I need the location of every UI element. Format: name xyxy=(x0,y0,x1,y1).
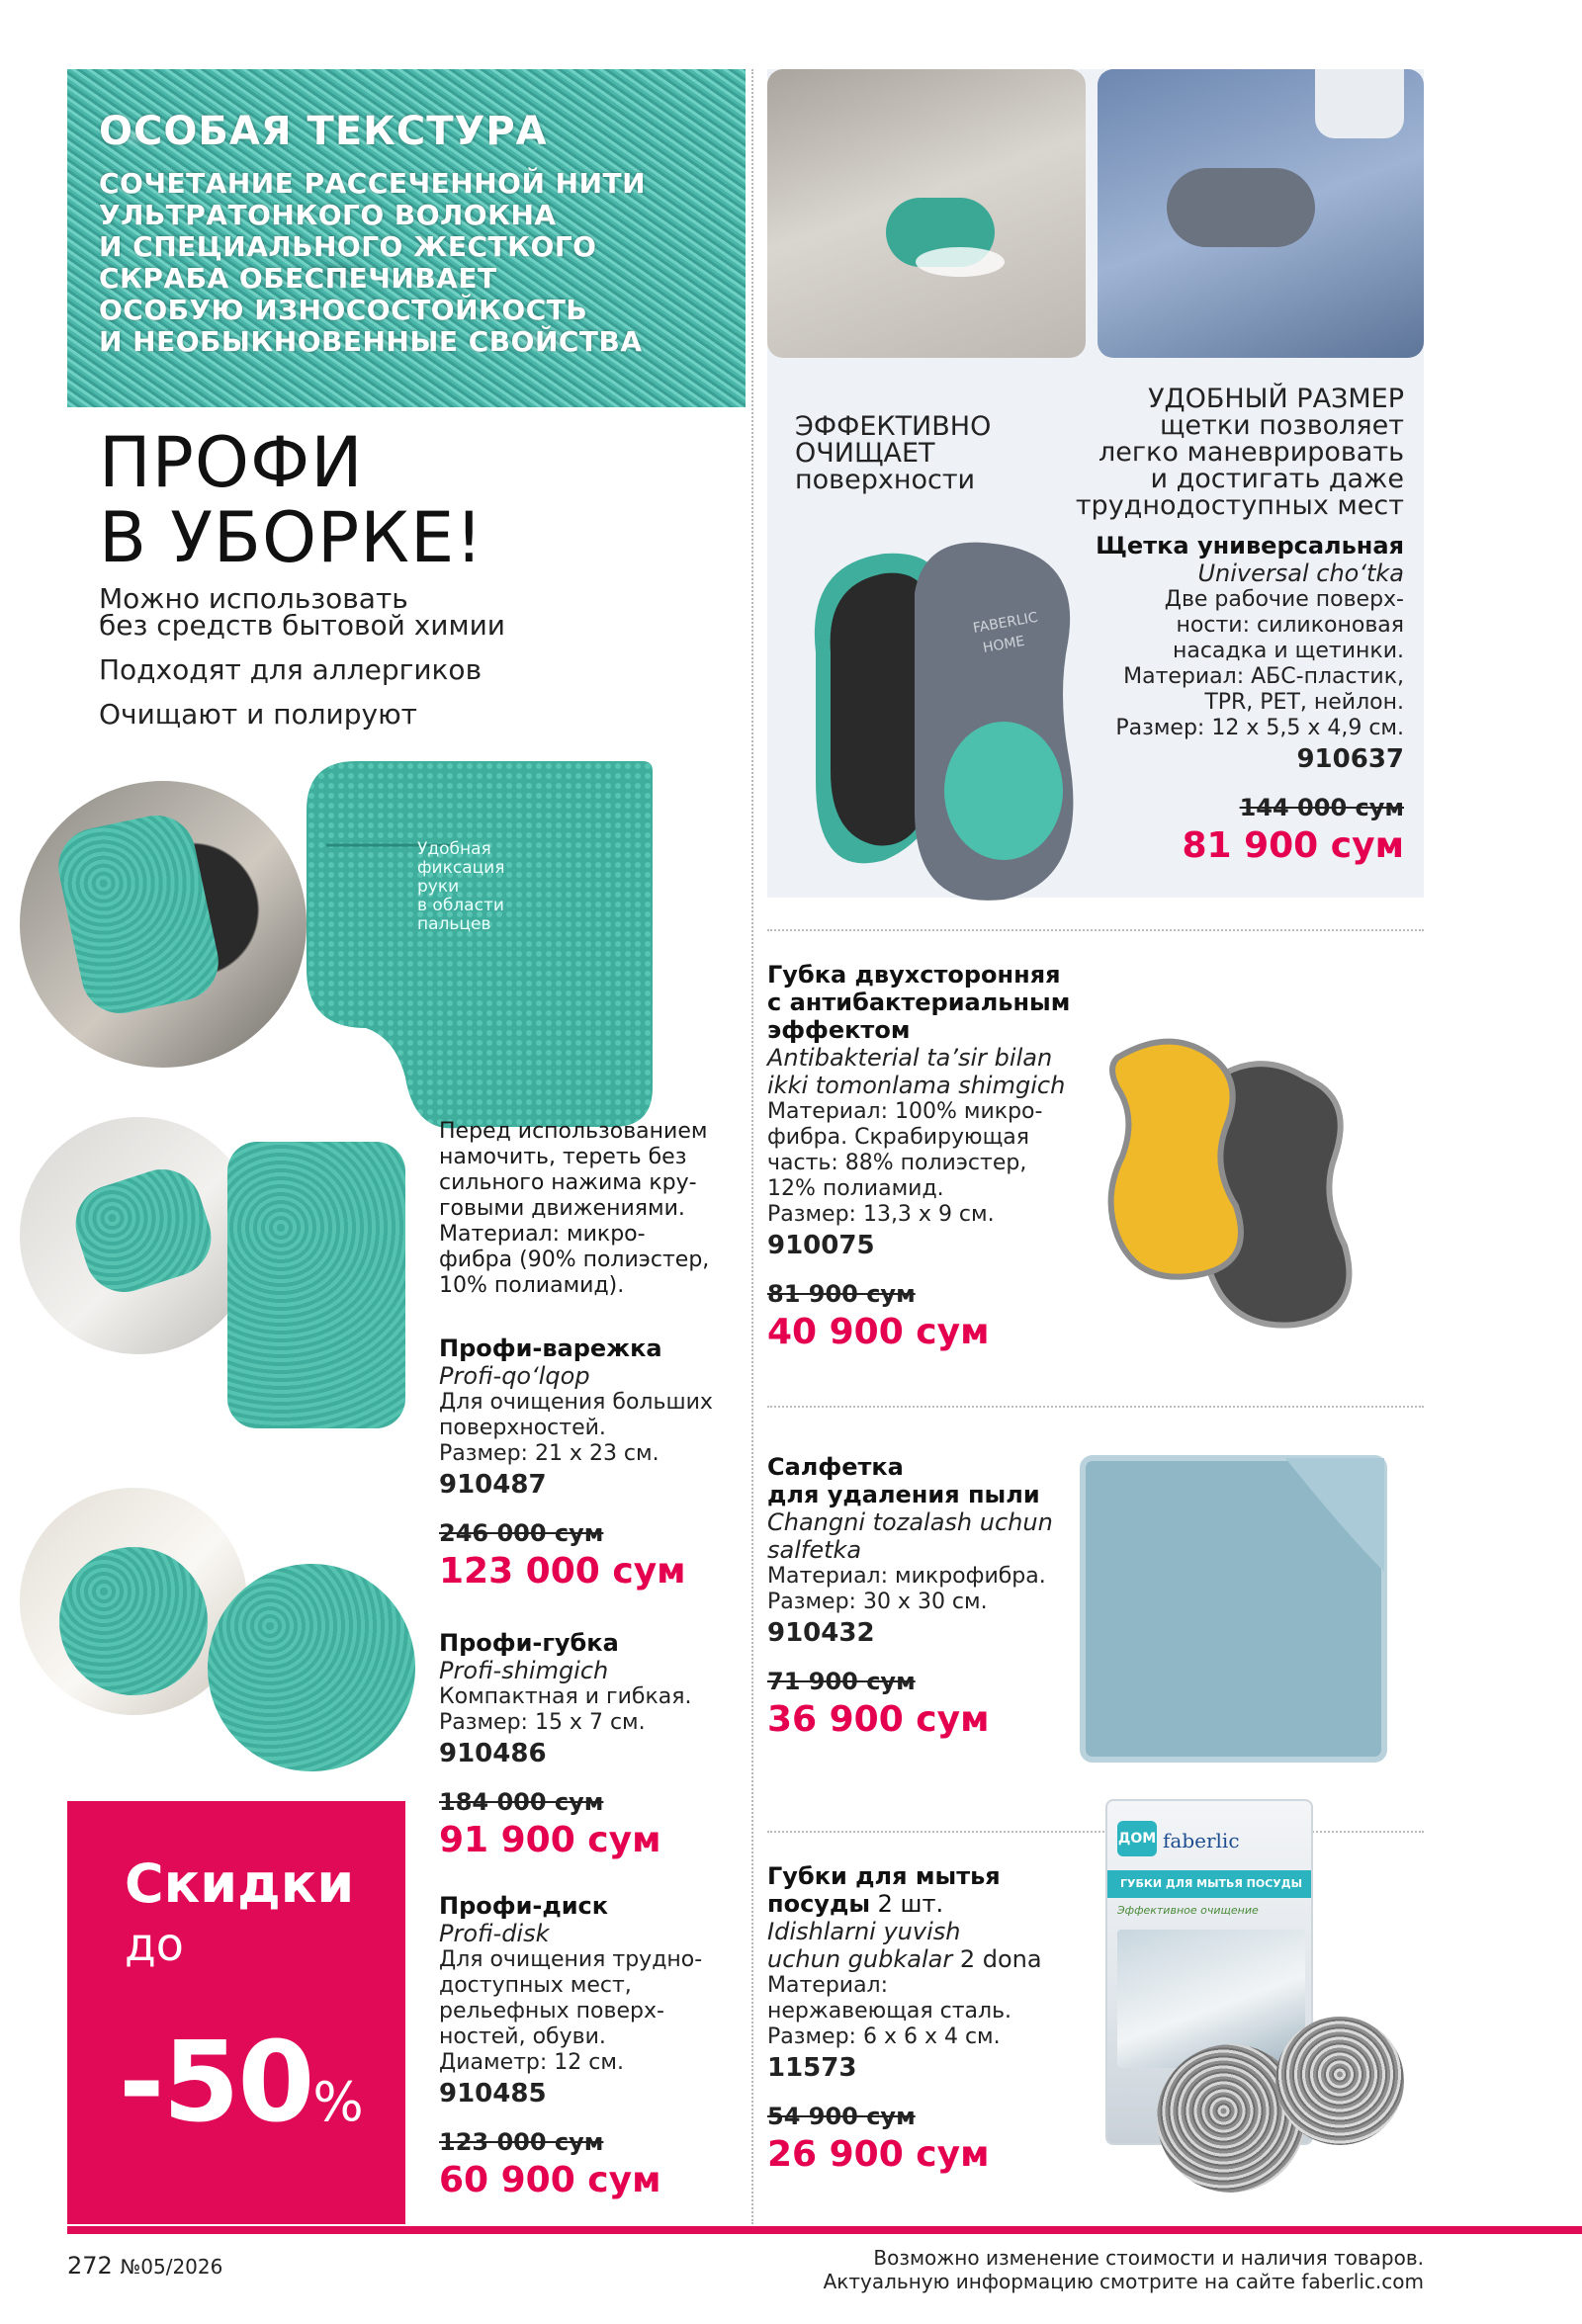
benefit-item: Подходят для аллергиков xyxy=(99,653,483,686)
mitt-callout: Удобная фиксация руки в области пальцев xyxy=(417,839,505,934)
product-code: 11573 xyxy=(767,2053,857,2083)
brush-caption-right xyxy=(1076,386,1404,519)
product-name-suffix: 2 шт. xyxy=(870,1890,944,1918)
old-price: 54 900 сум xyxy=(767,2103,916,2130)
package-badge: ДОМ xyxy=(1117,1821,1157,1856)
steel-scrubber-2 xyxy=(1275,2017,1404,2145)
old-price: 246 000 сум xyxy=(439,1519,604,1547)
svg-text:FABERLIC: FABERLIC xyxy=(971,609,1039,637)
universal-brush-image xyxy=(796,534,1098,909)
product-description: Две рабочие поверх- ности: силиконовая насадка и щетинки. Материал: АБС-пластик, TPR, PET, нейлон. Размер: 12 х 5,5 х 4,9 см. xyxy=(1115,587,1404,740)
product-code: 910485 xyxy=(439,2079,547,2109)
product-profi-disc xyxy=(439,1892,746,2202)
section-divider xyxy=(767,1831,1424,1833)
product-dust-cloth xyxy=(767,1453,1094,1742)
old-price: 123 000 сум xyxy=(439,2128,604,2156)
antibacterial-sponge-image xyxy=(1088,1018,1414,1344)
old-price: 81 900 сум xyxy=(767,1280,916,1308)
page-title: ПРОФИ В УБОРКЕ! xyxy=(99,422,484,578)
product-universal-brush xyxy=(1078,532,1404,868)
usage-note: Перед использованием намочить, тереть без сильного нажима кру- говыми движениями. Материал: микро- фибра (90% полиэстер, 10% полиамид). xyxy=(439,1119,710,1298)
package-title: ГУБКИ ДЛЯ МЫТЬЯ ПОСУДЫ xyxy=(1107,1870,1313,1898)
mitt-usage-photo xyxy=(20,781,307,1068)
new-price: 91 900 сум xyxy=(439,1820,661,1860)
product-latin-name: Profi-shimgich xyxy=(439,1657,609,1684)
product-description: Материал: нержавеющая сталь. Размер: 6 х 6 х 4 см. xyxy=(767,1973,1012,2049)
product-name: Профи-губка xyxy=(439,1629,619,1657)
svg-text:HOME: HOME xyxy=(981,633,1026,656)
product-name: Салфетка для удаления пыли xyxy=(767,1453,1040,1508)
brush-on-sofa-photo xyxy=(767,69,1086,358)
product-name xyxy=(767,1862,1094,1918)
discount-line2: до xyxy=(125,1918,184,1971)
product-name-main: Губки для мытья посуды xyxy=(767,1862,1001,1918)
product-latin-main: Idishlarni yuvish uchun gubkalar xyxy=(767,1918,961,1973)
new-price: 26 900 сум xyxy=(767,2134,990,2175)
benefit-item: Очищают и полируют xyxy=(99,698,417,731)
brush-on-shirt-photo xyxy=(1098,69,1424,358)
product-description: Материал: микрофибра. Размер: 30 х 30 см. xyxy=(767,1564,1046,1614)
product-description: Для очищения трудно- доступных мест, рельефных поверх- ностей, обуви. Диаметр: 12 см. xyxy=(439,1947,703,2075)
new-price: 36 900 сум xyxy=(767,1699,990,1740)
product-latin-name: Changni tozalash uchun salfetka xyxy=(767,1508,1053,1564)
product-name: Щетка универсальная xyxy=(1096,532,1404,559)
product-name: Профи-диск xyxy=(439,1892,609,1920)
product-latin-name: Universal cho‘tka xyxy=(1197,559,1404,587)
brush-caption-left: ЭФФЕКТИВНО ОЧИЩАЕТ поверхности xyxy=(795,411,992,495)
dust-cloth-image xyxy=(1078,1453,1394,1769)
product-name: Губка двухсторонняя с антибактериальным эффектом xyxy=(767,961,1071,1044)
product-description: Компактная и гибкая. Размер: 15 х 7 см. xyxy=(439,1684,692,1735)
product-description: Для очищения больших поверхностей. Размер: 21 х 23 см. xyxy=(439,1390,713,1466)
new-price: 81 900 сум xyxy=(1182,825,1404,866)
sponge-usage-photo xyxy=(20,1117,257,1354)
product-name: Профи-варежка xyxy=(439,1334,662,1362)
product-latin-name: Profi-disk xyxy=(439,1920,550,1947)
discount-number: -50 xyxy=(119,2019,313,2147)
old-price: 184 000 сум xyxy=(439,1788,604,1816)
product-code: 910487 xyxy=(439,1470,547,1500)
product-latin-name: Antibakterial ta’sir bilan ikki tomonlama shimgich xyxy=(767,1044,1066,1099)
benefits-list xyxy=(99,582,712,745)
footer-note: Возможно изменение стоимости и наличия товаров. Актуальную информацию смотрите на сайте faberlic.com xyxy=(823,2246,1424,2293)
footer-bar xyxy=(67,2226,1582,2234)
product-code: 910432 xyxy=(767,1618,875,1648)
discount-value xyxy=(119,2019,362,2147)
product-latin-suffix: 2 dona xyxy=(952,1945,1042,1973)
product-antibacterial-sponge xyxy=(767,961,1094,1354)
page-num: 272 xyxy=(67,2252,113,2280)
product-dish-sponges xyxy=(767,1862,1094,2177)
discount-line1: Скидки xyxy=(125,1852,355,1915)
page-number xyxy=(67,2252,222,2280)
new-price: 123 000 сум xyxy=(439,1551,686,1592)
package-brand: faberlic xyxy=(1163,1829,1240,1852)
product-latin-name: Profi-qo‘lqop xyxy=(439,1362,590,1390)
product-profi-mitt xyxy=(439,1334,746,1593)
discount-percent: % xyxy=(312,2071,362,2133)
package-subtitle: Эффективное очищение xyxy=(1117,1904,1259,1917)
discount-badge xyxy=(67,1801,405,2224)
profi-disc-image xyxy=(208,1564,415,1771)
profi-sponge-image xyxy=(227,1142,405,1428)
texture-title: ОСОБАЯ ТЕКСТУРА xyxy=(99,109,548,154)
product-profi-sponge xyxy=(439,1629,746,1862)
brush-caption-title: УДОБНЫЙ РАЗМЕР xyxy=(1148,384,1404,414)
new-price: 60 900 сум xyxy=(439,2160,661,2200)
issue-number: №05/2026 xyxy=(120,2255,223,2279)
brush-caption-text: щетки позволяет легко маневрировать и достигать даже труднодоступных мест xyxy=(1075,410,1404,521)
column-divider xyxy=(751,69,753,2224)
old-price: 71 900 сум xyxy=(767,1668,916,1695)
section-divider xyxy=(767,1406,1424,1408)
product-code: 910075 xyxy=(767,1231,875,1260)
old-price: 144 000 сум xyxy=(1239,794,1404,821)
texture-text: СОЧЕТАНИЕ РАССЕЧЕННОЙ НИТИ УЛЬТРАТОНКОГО ВОЛОКНА И СПЕЦИАЛЬНОГО ЖЕСТКОГО СКРАБА ОБЕСПЕЧИВАЕТ ОСОБУЮ ИЗНОСОСТОЙКОСТЬ И НЕОБЫКНОВЕННЫЕ СВОЙСТВА xyxy=(99,167,647,358)
profi-mitt-image xyxy=(287,751,662,1166)
product-code: 910637 xyxy=(1296,744,1404,774)
texture-banner xyxy=(67,69,746,407)
product-code: 910486 xyxy=(439,1739,547,1768)
section-divider xyxy=(767,929,1424,931)
product-description: Материал: 100% микро- фибра. Скрабирующая часть: 88% полиэстер, 12% полиамид. Размер: 13,3 х 9 см. xyxy=(767,1099,1043,1227)
new-price: 40 900 сум xyxy=(767,1312,990,1352)
product-latin-name xyxy=(767,1918,1094,1973)
benefit-item: Можно использовать без средств бытовой химии xyxy=(99,582,505,642)
